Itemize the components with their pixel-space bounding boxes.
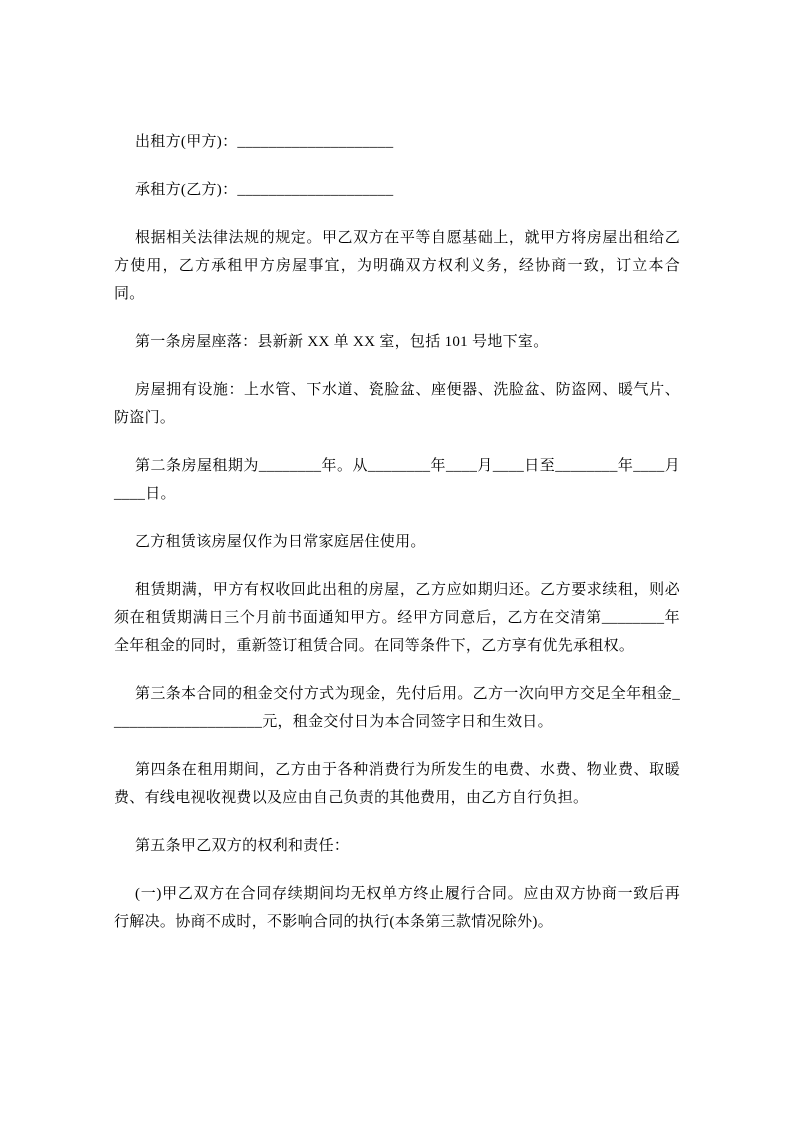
paragraph: 第二条房屋租期为________年。从________年____月____日至________年____月____日。: [114, 458, 680, 502]
paragraph: 出租方(甲方)：____________________: [135, 134, 394, 150]
document-body: [114, 128, 680, 936]
paragraph: 根据相关法律法规的规定。甲乙双方在平等自愿基础上，就甲方将房屋出租给乙方使用，乙方承租甲方房屋事宜，为明确双方权利义务，经协商一致，订立本合同。: [114, 230, 680, 302]
paragraph: 第三条本合同的租金交付方式为现金，先付后用。乙方一次向甲方交足全年租金____________________元，租金交付日为本合同签字日和生效日。: [114, 686, 680, 730]
paragraph: 第四条在租用期间，乙方由于各种消费行为所发生的电费、水费、物业费、取暖费、有线电视收视费以及应由自己负责的其他费用，由乙方自行负担。: [114, 762, 680, 806]
paragraph: 第一条房屋座落：县新新 XX 单 XX 室，包括 101 号地下室。: [135, 334, 549, 350]
paragraph: 第五条甲乙双方的权利和责任：: [135, 838, 350, 854]
paragraph: 乙方租赁该房屋仅作为日常家庭居住使用。: [135, 534, 426, 550]
paragraph: 租赁期满，甲方有权收回此出租的房屋，乙方应如期归还。乙方要求续租，则必须在租赁期满日三个月前书面通知甲方。经甲方同意后，乙方在交清第________年全年租金的同时，重新签订租赁合同。在同等条件下，乙方享有优先承租权。: [114, 582, 680, 654]
paragraph: (一)甲乙双方在合同存续期间均无权单方终止履行合同。应由双方协商一致后再行解决。协商不成时，不影响合同的执行(本条第三款情况除外)。: [114, 886, 680, 930]
paragraph: 承租方(乙方)：____________________: [135, 182, 394, 198]
paragraph: 房屋拥有设施：上水管、下水道、瓷脸盆、座便器、洗脸盆、防盗网、暖气片、防盗门。: [114, 382, 680, 426]
